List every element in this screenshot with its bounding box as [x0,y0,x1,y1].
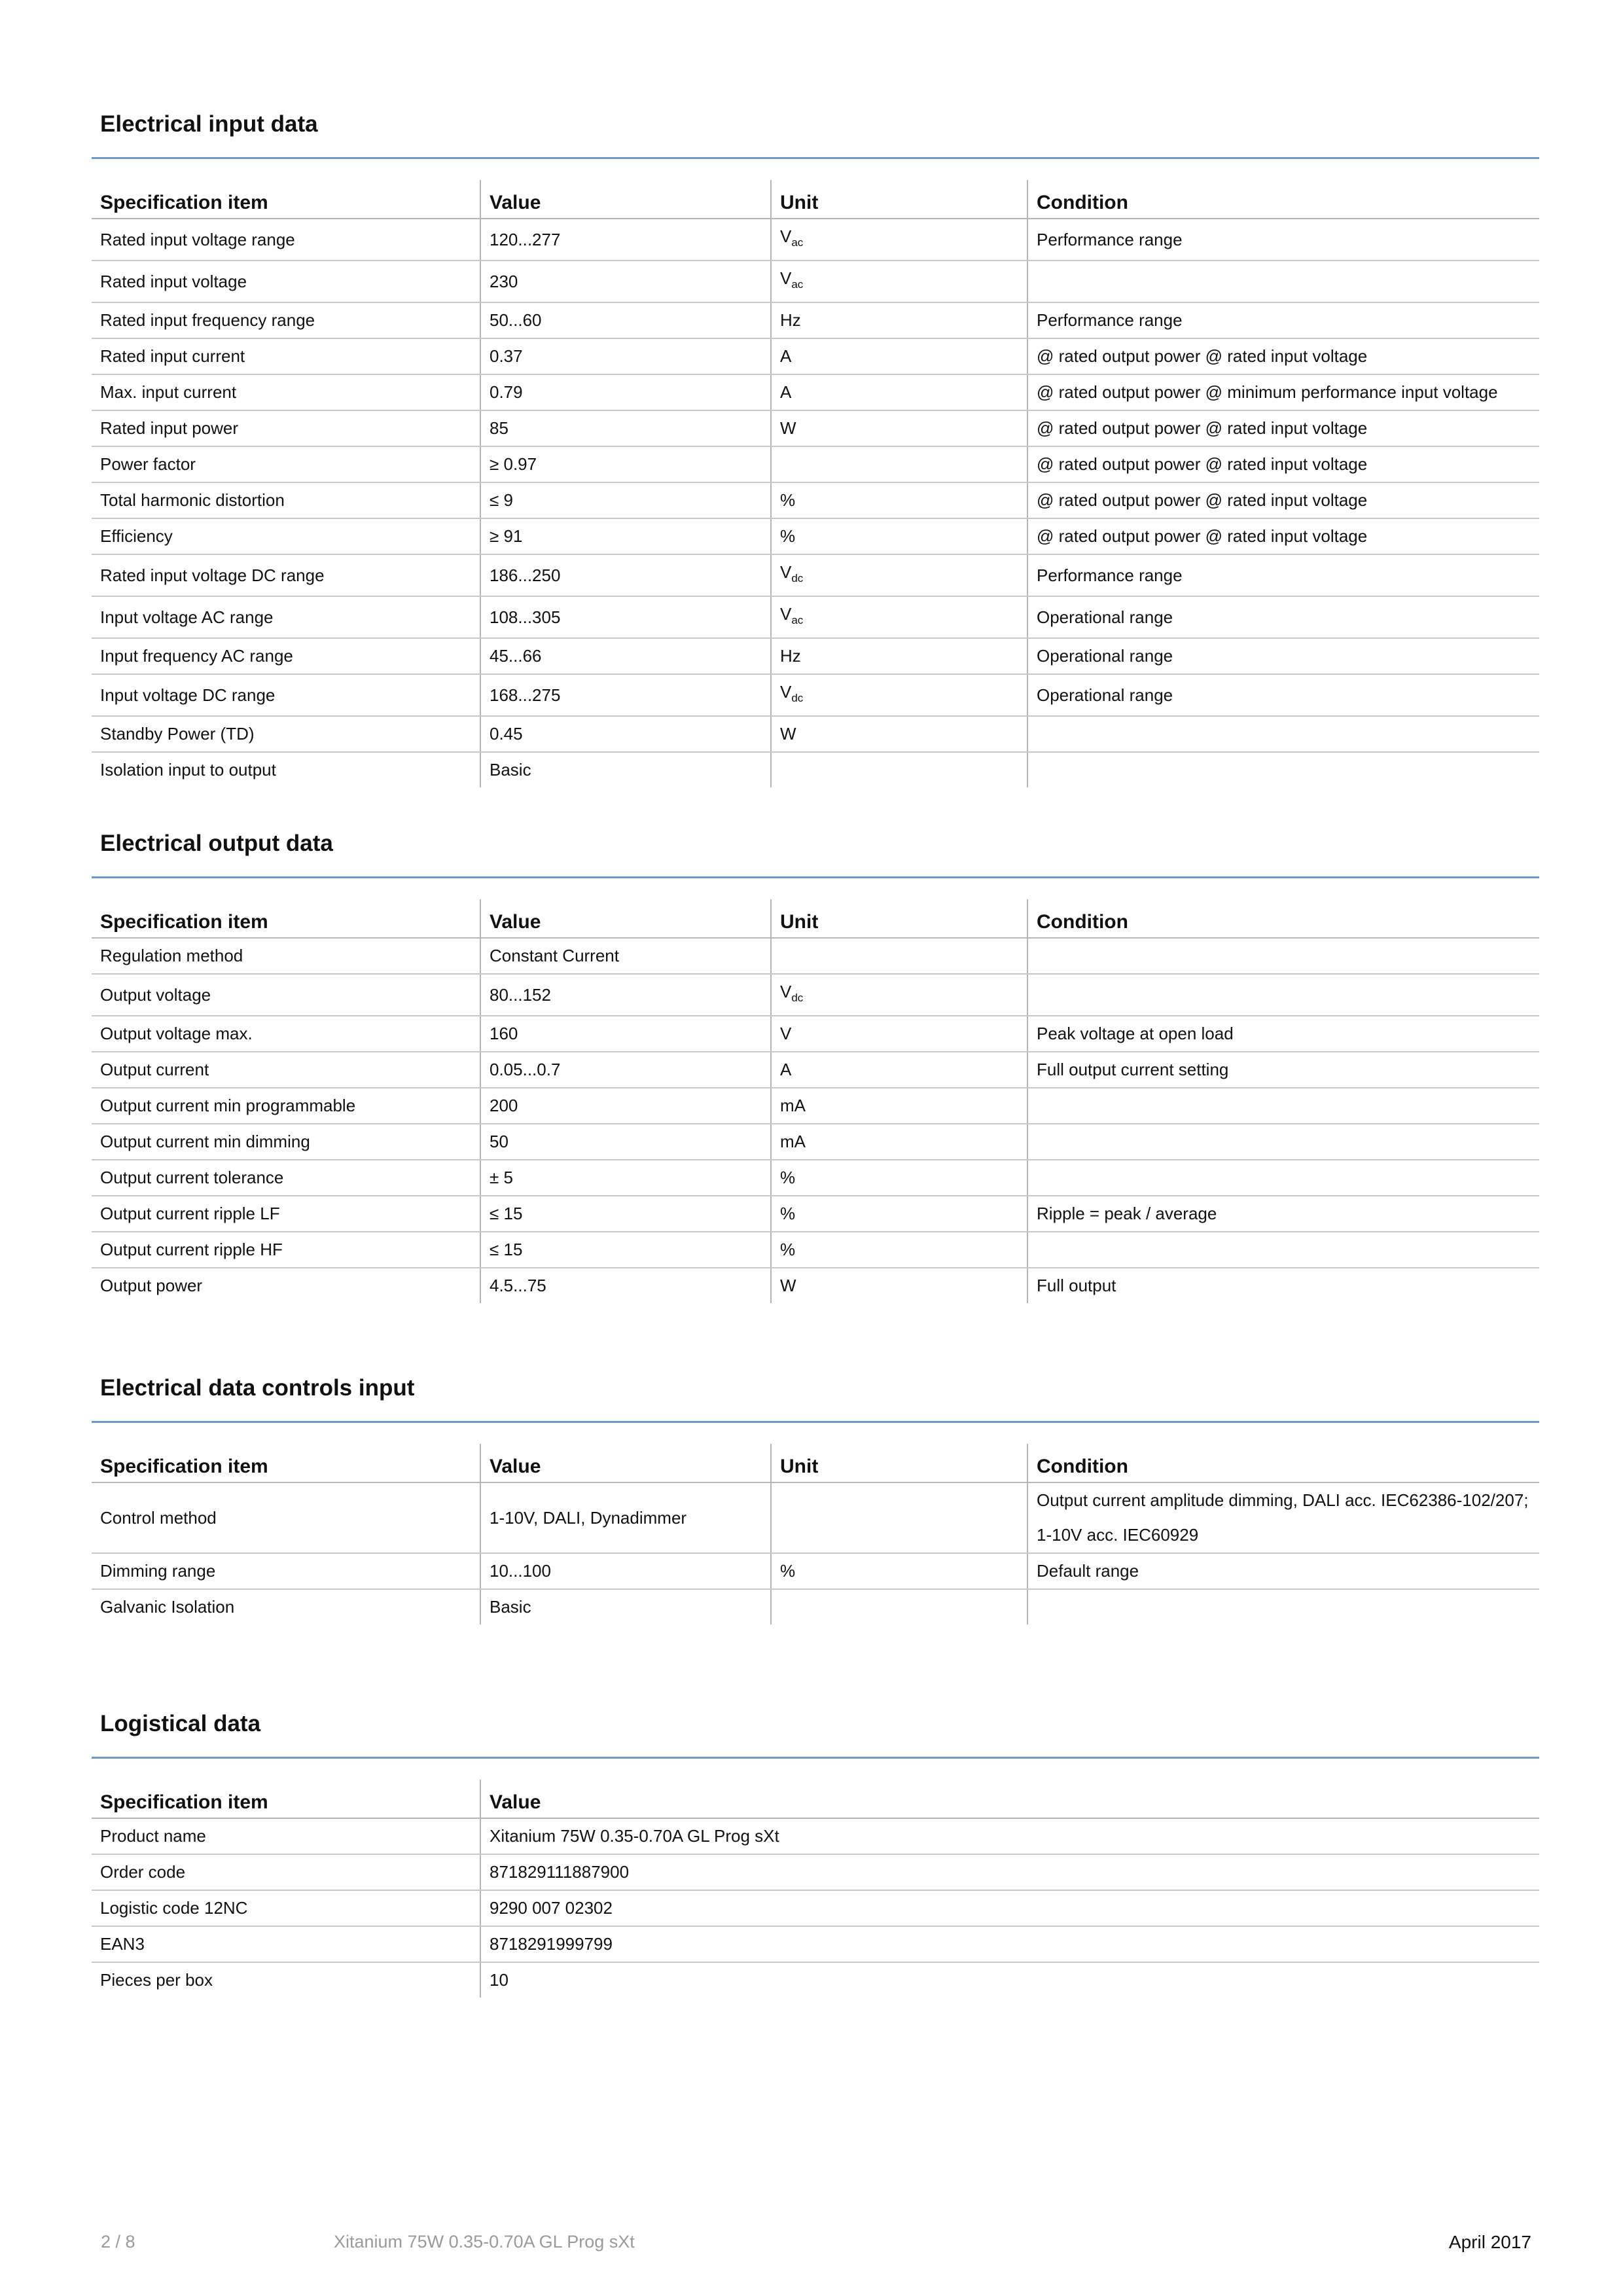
spec-item: Output current [92,1052,480,1088]
spec-condition [1027,1482,1539,1553]
unit-symbol: mA [780,1132,806,1151]
spec-unit [771,374,1027,410]
table-row [92,1818,1539,1854]
header-item: Specification item [92,1444,480,1482]
table-header-row [92,1444,1539,1482]
header-item: Specification item [92,899,480,938]
spec-item: Output current ripple LF [92,1196,480,1232]
section-logistical [92,1704,1539,1998]
condition-line: Ripple = peak / average [1037,1204,1217,1223]
spec-value: 108...305 [480,596,771,638]
unit-symbol: % [780,526,796,546]
condition-line: @ rated output power @ rated input voltage [1037,526,1368,546]
spec-item: Output voltage [92,974,480,1016]
unit-symbol: % [780,1168,796,1187]
controls-table-body [92,1482,1539,1624]
condition-line: Full output [1037,1276,1116,1295]
spec-unit [771,219,1027,260]
table-header-row [92,899,1539,938]
spec-item: Rated input voltage DC range [92,554,480,596]
spec-unit [771,938,1027,974]
spec-value: ≤ 9 [480,482,771,518]
condition-line: @ rated output power @ rated input voltage [1037,490,1368,510]
spec-item: EAN3 [92,1926,480,1962]
spec-item: Max. input current [92,374,480,410]
condition-line: Peak voltage at open load [1037,1024,1234,1043]
input-spec-table [92,180,1539,787]
spec-condition [1027,674,1539,716]
unit-symbol: V [780,562,792,582]
unit-symbol: % [780,1204,796,1223]
header-item: Specification item [92,180,480,219]
spec-item: Efficiency [92,518,480,554]
unit-symbol: % [780,1561,796,1581]
spec-unit [771,260,1027,302]
logistics-table-body [92,1818,1539,1998]
table-row [92,1962,1539,1998]
spec-unit [771,1589,1027,1624]
spec-value: 871829111887900 [480,1854,1539,1890]
condition-line: @ rated output power @ minimum performance input voltage [1037,382,1498,402]
unit-symbol: Hz [780,646,801,666]
spec-value: ≤ 15 [480,1196,771,1232]
spec-value: 120...277 [480,219,771,260]
spec-condition [1027,302,1539,338]
unit-symbol: V [780,982,792,1001]
table-row [92,518,1539,554]
spec-value: Xitanium 75W 0.35-0.70A GL Prog sXt [480,1818,1539,1854]
spec-value: 50 [480,1124,771,1160]
spec-item: Regulation method [92,938,480,974]
spec-item: Control method [92,1482,480,1553]
spec-unit [771,518,1027,554]
page-number: 2 / 8 [101,2232,135,2251]
spec-unit [771,974,1027,1016]
table-row [92,482,1539,518]
unit-subscript: ac [791,614,804,626]
spec-condition [1027,596,1539,638]
unit-subscript: ac [791,236,804,249]
table-row [92,596,1539,638]
spec-unit [771,716,1027,752]
table-row [92,1052,1539,1088]
spec-condition [1027,260,1539,302]
footer-product-name: Xitanium 75W 0.35-0.70A GL Prog sXt [334,2232,635,2251]
condition-line: @ rated output power @ rated input voltage [1037,418,1368,438]
table-row [92,554,1539,596]
table-row [92,1124,1539,1160]
spec-unit [771,1553,1027,1589]
table-row [92,1854,1539,1890]
table-row [92,752,1539,787]
table-row [92,1482,1539,1553]
logistics-spec-table [92,1780,1539,1998]
spec-value: ≤ 15 [480,1232,771,1268]
spec-value: 186...250 [480,554,771,596]
table-row [92,374,1539,410]
header-condition: Condition [1027,899,1539,938]
table-row [92,260,1539,302]
section-divider [92,157,1539,159]
spec-condition [1027,938,1539,974]
section-title: Electrical data controls input [100,1375,415,1401]
spec-item: Input voltage AC range [92,596,480,638]
spec-item: Output power [100,1276,203,1295]
spec-item: Power factor [92,446,480,482]
table-header-row [92,180,1539,219]
spec-value: Basic [480,1589,771,1624]
unit-symbol: % [780,490,796,510]
spec-unit [771,1124,1027,1160]
condition-line: Operational range [1037,685,1173,705]
condition-line: Output current amplitude dimming, DALI acc. IEC62386-102/207; [1037,1490,1529,1510]
condition-line: Operational range [1037,607,1173,627]
spec-item: Product name [92,1818,480,1854]
table-row [92,974,1539,1016]
table-row [92,638,1539,674]
table-row [92,1088,1539,1124]
spec-item: Rated input power [92,410,480,446]
table-row [92,1589,1539,1624]
spec-value: 85 [480,410,771,446]
spec-value: 4.5...75 [480,1268,771,1303]
condition-line: Performance range [1037,565,1183,585]
condition-line: @ rated output power @ rated input voltage [1037,454,1368,474]
spec-unit [771,302,1027,338]
unit-symbol: V [780,268,792,288]
unit-symbol: W [780,1276,796,1295]
spec-condition [1027,1052,1539,1088]
spec-unit [771,752,1027,787]
spec-value: 0.05...0.7 [480,1052,771,1088]
table-row [92,716,1539,752]
header-unit: Unit [771,1444,1027,1482]
spec-unit [771,338,1027,374]
spec-unit [771,638,1027,674]
unit-symbol: V [780,1024,792,1043]
section-title: Electrical input data [100,111,318,137]
output-spec-table [92,899,1539,1303]
spec-value: 9290 007 02302 [480,1890,1539,1926]
header-value: Value [480,1444,771,1482]
spec-item: Output current min programmable [92,1088,480,1124]
spec-item: Logistic code 12NC [92,1890,480,1926]
condition-line: Performance range [1037,229,1183,249]
spec-value: 0.37 [480,338,771,374]
spec-item: Order code [92,1854,480,1890]
section-title: Logistical data [100,1711,261,1736]
table-row [92,338,1539,374]
spec-unit [771,1482,1027,1553]
spec-condition [1027,518,1539,554]
section-divider [92,1757,1539,1759]
spec-value: 1-10V, DALI, Dynadimmer [480,1482,771,1553]
header-unit: Unit [771,899,1027,938]
table-row [92,1890,1539,1926]
condition-line: Performance range [1037,310,1183,330]
table-row [92,219,1539,260]
condition-line: @ rated output power @ rated input voltage [1037,346,1368,366]
header-item: Specification item [92,1780,480,1818]
spec-value: 0.45 [480,716,771,752]
section-divider [92,1421,1539,1423]
table-row [92,674,1539,716]
spec-item: Standby Power (TD) [92,716,480,752]
unit-subscript: dc [791,692,804,704]
header-value: Value [480,899,771,938]
unit-symbol: W [780,418,796,438]
spec-value: 200 [480,1088,771,1124]
spec-item: Pieces per box [100,1970,213,1990]
spec-condition [1027,974,1539,1016]
unit-symbol: A [780,382,792,402]
spec-condition [1027,638,1539,674]
spec-condition [1027,1553,1539,1589]
spec-condition [1027,1124,1539,1160]
spec-condition [1027,1160,1539,1196]
spec-value: 80...152 [480,974,771,1016]
unit-subscript: dc [791,992,804,1004]
spec-value: 45...66 [480,638,771,674]
condition-line: Operational range [1037,646,1173,666]
spec-value: 0.79 [480,374,771,410]
spec-item: Rated input current [92,338,480,374]
header-unit: Unit [771,180,1027,219]
unit-symbol: A [780,1060,792,1079]
unit-symbol: V [780,682,792,702]
spec-unit [771,554,1027,596]
spec-condition [1027,1589,1539,1624]
table-row [92,938,1539,974]
spec-item: Rated input voltage range [92,219,480,260]
spec-unit [771,410,1027,446]
table-row [92,1926,1539,1962]
spec-value: Constant Current [480,938,771,974]
spec-unit [771,1268,1027,1303]
output-table-body [92,938,1539,1303]
input-table-body [92,219,1539,787]
spec-condition [1027,1232,1539,1268]
spec-unit [771,1196,1027,1232]
table-header-row [92,1780,1539,1818]
section-electrical-input [92,105,1539,787]
spec-item: Rated input frequency range [92,302,480,338]
spec-unit [771,1088,1027,1124]
spec-condition [1027,338,1539,374]
spec-value: 168...275 [480,674,771,716]
spec-value: 8718291999799 [480,1926,1539,1962]
spec-condition [1027,1196,1539,1232]
spec-condition [1027,410,1539,446]
spec-value: ≥ 91 [480,518,771,554]
condition-line: 1-10V acc. IEC60929 [1037,1525,1199,1545]
condition-line: Full output current setting [1037,1060,1229,1079]
spec-value: ≥ 0.97 [480,446,771,482]
spec-condition [1027,554,1539,596]
section-title: Electrical output data [100,831,333,856]
header-condition: Condition [1027,1444,1539,1482]
spec-condition [1027,374,1539,410]
spec-value: 160 [480,1016,771,1052]
table-row [92,1232,1539,1268]
spec-unit [771,1160,1027,1196]
spec-item: Output current ripple HF [92,1232,480,1268]
spec-value: 230 [480,260,771,302]
unit-subscript: ac [791,278,804,291]
spec-unit [771,1052,1027,1088]
spec-value: 10 [480,1962,1539,1998]
spec-unit [771,482,1027,518]
spec-condition [1027,1088,1539,1124]
unit-symbol: A [780,346,792,366]
controls-spec-table [92,1444,1539,1624]
spec-item: Output current min dimming [92,1124,480,1160]
unit-symbol: V [780,604,792,624]
spec-unit [771,1016,1027,1052]
unit-symbol: mA [780,1096,806,1115]
spec-item: Input voltage DC range [92,674,480,716]
section-electrical-output [92,824,1539,1303]
table-row [92,302,1539,338]
spec-value: 50...60 [480,302,771,338]
spec-unit [771,446,1027,482]
table-row [92,446,1539,482]
unit-subscript: dc [791,572,804,584]
spec-condition [1027,716,1539,752]
spec-item: Output current tolerance [92,1160,480,1196]
spec-item: Rated input voltage [92,260,480,302]
spec-item: Total harmonic distortion [92,482,480,518]
spec-condition [1027,219,1539,260]
header-value: Value [480,180,771,219]
spec-item: Input frequency AC range [92,638,480,674]
spec-item: Galvanic Isolation [100,1597,235,1617]
spec-unit [771,674,1027,716]
spec-condition [1027,1268,1539,1303]
spec-value: 10...100 [480,1553,771,1589]
unit-symbol: Hz [780,310,801,330]
table-row [92,1160,1539,1196]
spec-condition [1027,446,1539,482]
unit-symbol: % [780,1240,796,1259]
spec-item: Output voltage max. [92,1016,480,1052]
table-row [92,1196,1539,1232]
spec-item: Isolation input to output [100,760,276,780]
footer-date: April 2017 [1448,2232,1531,2252]
table-row [92,410,1539,446]
table-row [92,1016,1539,1052]
spec-value: ± 5 [480,1160,771,1196]
table-row [92,1268,1539,1303]
unit-symbol: W [780,724,796,744]
section-divider [92,876,1539,878]
unit-symbol: V [780,226,792,246]
spec-unit [771,596,1027,638]
header-value: Value [480,1780,1539,1818]
condition-line: Default range [1037,1561,1139,1581]
spec-condition [1027,1016,1539,1052]
spec-condition [1027,482,1539,518]
spec-unit [771,1232,1027,1268]
spec-item: Dimming range [92,1553,480,1589]
spec-value: Basic [480,752,771,787]
section-controls-input [92,1369,1539,1624]
spec-condition [1027,752,1539,787]
table-row [92,1553,1539,1589]
header-condition: Condition [1027,180,1539,219]
